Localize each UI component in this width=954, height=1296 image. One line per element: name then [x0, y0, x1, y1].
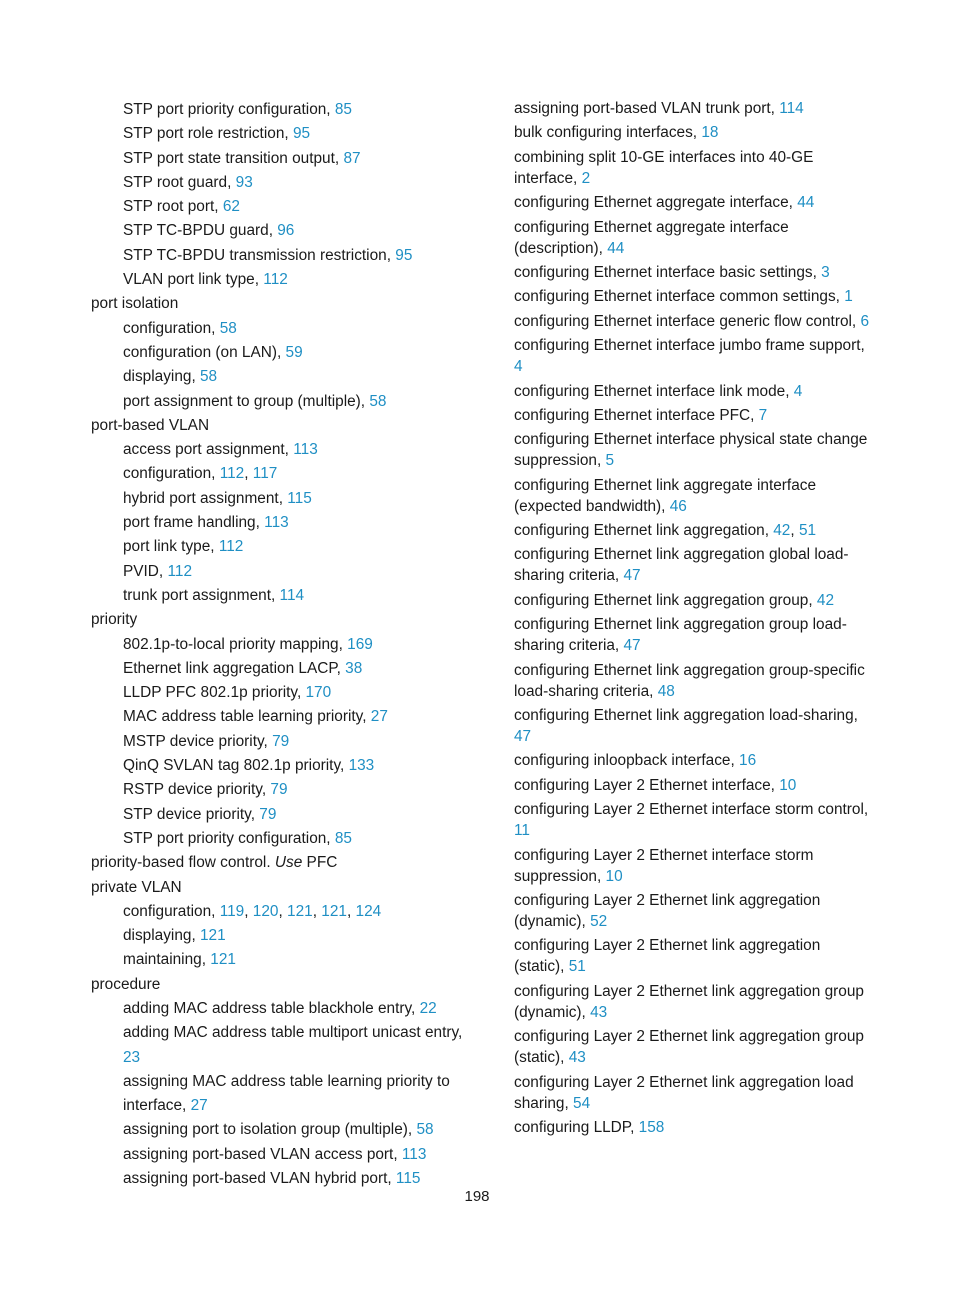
index-entry: [91, 122, 463, 146]
index-heading: [514, 192, 870, 213]
index-term: assigning port-based VLAN trunk port,: [514, 100, 780, 117]
index-entry: [91, 219, 463, 243]
index-term: bulk configuring interfaces,: [514, 124, 702, 142]
index-entry: [91, 511, 463, 535]
page-link[interactable]: 4: [514, 358, 523, 376]
index-entry: [91, 195, 463, 219]
index-term: configuring Layer 2 Ethernet link aggregation load sharing,: [514, 1073, 854, 1112]
index-heading: [91, 608, 463, 632]
page-link[interactable]: 27: [370, 708, 388, 726]
page-link[interactable]: 79: [259, 805, 277, 823]
page-link[interactable]: 5: [605, 452, 615, 470]
index-term: configuring Ethernet link aggregate interface (expected bandwidth),: [514, 476, 817, 515]
index-heading: [514, 1026, 870, 1068]
index-entry: [91, 535, 463, 559]
index-entry: [91, 487, 463, 511]
index-term: VLAN port link type,: [123, 271, 264, 289]
index-entry: [91, 948, 463, 972]
index-term: configuring Ethernet link aggregation load-sharing,: [514, 707, 858, 725]
index-heading: [514, 775, 870, 796]
index-term: configuring Ethernet interface jumbo frame support,: [514, 337, 865, 355]
index-term: STP root guard,: [123, 173, 236, 191]
page-link[interactable]: 112: [167, 562, 193, 580]
index-term: configuring LLDP,: [514, 1118, 639, 1136]
index-entry: [91, 924, 463, 948]
index-term: configuring Layer 2 Ethernet link aggregation (static),: [514, 937, 821, 976]
page-link[interactable]: 112: [263, 271, 288, 289]
index-term: configuring Ethernet link aggregation global load-sharing criteria,: [514, 546, 849, 585]
page-link[interactable]: 170: [305, 684, 332, 702]
index-entry: [91, 1070, 463, 1119]
index-term: priority-based flow control.: [91, 854, 275, 872]
index-term: port assignment to group (multiple),: [123, 392, 370, 410]
index-column-right: [514, 98, 870, 1141]
page-link[interactable]: 112: [219, 465, 245, 483]
index-entry: [91, 827, 463, 851]
page-link[interactable]: 169: [347, 635, 373, 653]
index-entry: [91, 584, 463, 608]
index-entry: [91, 754, 463, 778]
index-heading: [91, 876, 463, 900]
index-term: assigning MAC address table learning priority to interface,: [123, 1072, 450, 1115]
page-link[interactable]: 51: [798, 522, 817, 540]
index-term: STP root port,: [123, 198, 223, 216]
index-term: trunk port assignment,: [123, 586, 280, 604]
index-heading: [514, 799, 870, 841]
index-term: assigning port-based VLAN access port,: [123, 1145, 402, 1163]
page-link[interactable]: 23: [123, 1048, 141, 1066]
page-link[interactable]: 22: [419, 999, 437, 1017]
index-term: port-based VLAN: [91, 416, 210, 434]
page-link[interactable]: 79: [270, 781, 288, 799]
index-term: private VLAN: [91, 878, 182, 896]
index-column-left: [91, 98, 463, 1191]
index-entry: [91, 98, 463, 122]
index-heading: [91, 292, 463, 316]
index-heading: [514, 217, 870, 259]
index-heading: [514, 335, 870, 377]
index-heading: [514, 1072, 870, 1114]
page-link[interactable]: 121: [200, 927, 226, 945]
index-term: configuring Layer 2 Ethernet interface storm suppression,: [514, 846, 814, 885]
index-term: configuring Ethernet interface common settings,: [514, 288, 845, 306]
page-link[interactable]: 114: [279, 586, 305, 604]
page-link[interactable]: 113: [264, 514, 289, 532]
page-link[interactable]: 58: [219, 319, 237, 337]
index-heading: [514, 262, 870, 283]
page-link[interactable]: 3: [821, 263, 830, 281]
page-link[interactable]: 87: [343, 149, 361, 167]
page-link[interactable]: 158: [638, 1118, 665, 1136]
index-entry: [91, 705, 463, 729]
index-entry: [91, 1118, 463, 1142]
index-term: LLDP PFC 802.1p priority,: [123, 684, 306, 702]
page-link[interactable]: 38: [345, 659, 363, 677]
index-term: STP device priority,: [123, 805, 260, 823]
page-link[interactable]: 44: [797, 194, 815, 212]
index-entry: [91, 778, 463, 802]
page-link[interactable]: 95: [395, 246, 413, 264]
page-link[interactable]: 113: [293, 441, 318, 459]
index-term: adding MAC address table multiport unicast entry,: [123, 1024, 463, 1042]
index-term: STP port priority configuration,: [123, 829, 335, 847]
index-heading: [514, 660, 870, 702]
page-link[interactable]: 58: [416, 1121, 434, 1139]
index-heading: [514, 381, 870, 402]
index-heading: [91, 973, 463, 997]
index-term: configuration,: [123, 319, 220, 337]
index-term: configuring Ethernet link aggregation group-specific load-sharing criteria,: [514, 661, 865, 700]
index-entry: [91, 1143, 463, 1167]
index-heading: [514, 705, 870, 747]
page-link[interactable]: 46: [669, 497, 687, 515]
page-link[interactable]: 58: [369, 392, 387, 410]
page-link[interactable]: 52: [590, 912, 608, 930]
index-heading: [514, 544, 870, 586]
index-term: STP TC-BPDU guard,: [123, 222, 278, 240]
index-entry: [91, 560, 463, 584]
index-term: hybrid port assignment,: [123, 489, 288, 507]
index-term: RSTP device priority,: [123, 781, 271, 799]
page-link[interactable]: 119: [219, 902, 245, 920]
index-term: configuring Ethernet interface PFC,: [514, 406, 759, 424]
index-term: access port assignment,: [123, 441, 294, 459]
page-link[interactable]: 2: [581, 169, 591, 187]
index-heading: [514, 286, 870, 307]
index-entry: [91, 730, 463, 754]
index-entry: configuration, 119, 120, 121, 121, 124: [123, 902, 382, 920]
index-term: QinQ SVLAN tag 802.1p priority,: [123, 757, 349, 775]
index-heading: [514, 845, 870, 887]
index-entry: [91, 341, 463, 365]
page-link[interactable]: 117: [252, 465, 278, 483]
index-term: configuration (on LAN),: [123, 343, 286, 361]
page-link[interactable]: 115: [395, 1170, 421, 1188]
page-link[interactable]: 18: [701, 124, 719, 142]
index-heading: [514, 1117, 870, 1138]
index-heading: [514, 614, 870, 656]
page-link[interactable]: 10: [779, 776, 797, 794]
page-link[interactable]: 48: [657, 682, 675, 700]
index-term: PVID,: [123, 562, 168, 580]
page-link[interactable]: 115: [287, 489, 312, 507]
index-term: port frame handling,: [123, 514, 265, 532]
page-link[interactable]: 85: [334, 101, 352, 118]
page-link[interactable]: 47: [514, 728, 532, 746]
index-term: adding MAC address table blackhole entry,: [123, 999, 420, 1017]
index-entry: [91, 681, 463, 705]
page-link[interactable]: 96: [277, 222, 295, 240]
page-link[interactable]: 120: [252, 902, 279, 920]
page-link[interactable]: 6: [860, 312, 870, 330]
page-link[interactable]: 1: [844, 288, 853, 306]
page-link[interactable]: 121: [287, 902, 313, 920]
index-term: configuring Layer 2 Ethernet link aggregation (dynamic),: [514, 891, 821, 930]
index-term: configuring Ethernet interface basic settings,: [514, 263, 822, 281]
page-link[interactable]: 47: [623, 567, 641, 585]
page-link[interactable]: 44: [607, 239, 625, 257]
page-link[interactable]: 113: [401, 1145, 427, 1163]
index-heading: [514, 311, 870, 332]
index-term: configuring Ethernet link aggregation group,: [514, 591, 817, 609]
see-reference-prefix: Use: [274, 854, 303, 872]
index-entry: [91, 438, 463, 462]
index-term: displaying,: [123, 927, 200, 945]
page-link[interactable]: 62: [222, 198, 240, 216]
index-heading: [514, 98, 870, 119]
index-heading: [514, 429, 870, 471]
page-link[interactable]: 114: [779, 100, 804, 117]
index-term: displaying,: [123, 368, 200, 386]
page-link[interactable]: 43: [568, 1049, 586, 1067]
index-term: configuration,: [123, 465, 220, 483]
index-term: configuring Layer 2 Ethernet link aggregation group (dynamic),: [514, 982, 864, 1021]
page-number: 198: [464, 1188, 490, 1205]
index-term: configuring Ethernet interface physical state change suppression,: [514, 431, 868, 470]
page-link[interactable]: 112: [218, 538, 244, 556]
index-term: configuring inloopback interface,: [514, 752, 740, 770]
index-entry: [91, 268, 463, 292]
index-heading: [91, 851, 463, 875]
index-term: configuring Ethernet link aggregation group load-sharing criteria,: [514, 616, 847, 655]
page-link[interactable]: 133: [348, 757, 375, 775]
page-link[interactable]: 27: [190, 1097, 208, 1115]
index-entry: [91, 657, 463, 681]
page-link[interactable]: 59: [285, 343, 303, 361]
page-link[interactable]: 10: [605, 867, 623, 885]
page-link[interactable]: 93: [235, 173, 253, 191]
page-link[interactable]: 85: [334, 829, 352, 847]
index-term: STP port priority configuration,: [123, 101, 335, 118]
index-heading: [514, 475, 870, 517]
index-term: STP TC-BPDU transmission restriction,: [123, 246, 396, 264]
index-term: configuring Ethernet interface generic flow control,: [514, 312, 861, 330]
page-link[interactable]: 124: [355, 902, 382, 920]
index-entry: [91, 244, 463, 268]
page-link[interactable]: 42: [773, 522, 791, 540]
index-term: configuring Ethernet aggregate interface,: [514, 194, 798, 212]
index-term: STP port role restriction,: [123, 125, 293, 143]
index-term: Ethernet link aggregation LACP,: [123, 659, 346, 677]
index-heading: [514, 590, 870, 611]
page-link[interactable]: 42: [816, 591, 835, 609]
index-entry: [91, 317, 463, 341]
index-term: MAC address table learning priority,: [123, 708, 371, 726]
index-term: combining split 10-GE interfaces into 40-GE interface,: [514, 148, 814, 187]
index-entry: [91, 1021, 463, 1070]
page-link[interactable]: 54: [573, 1094, 591, 1112]
page-link[interactable]: 79: [272, 732, 290, 750]
page-link[interactable]: 121: [321, 902, 347, 920]
index-term: configuring Layer 2 Ethernet interface storm control,: [514, 801, 869, 819]
index-term: configuring Ethernet link aggregation,: [514, 522, 774, 540]
index-term: assigning port to isolation group (multiple),: [123, 1121, 417, 1139]
index-entry: [91, 147, 463, 171]
index-term: MSTP device priority,: [123, 732, 273, 750]
index-heading: [514, 890, 870, 932]
index-entry: [91, 365, 463, 389]
page-link[interactable]: 11: [514, 822, 530, 840]
index-term: configuration,: [123, 902, 220, 920]
index-term: port link type,: [123, 538, 219, 556]
page-link[interactable]: 7: [758, 406, 768, 424]
index-term: procedure: [91, 975, 161, 993]
index-entry: configuration, 112, 117: [123, 465, 278, 483]
index-heading: configuring Ethernet link aggregation, 42, 51: [514, 522, 817, 540]
index-heading: [514, 405, 870, 426]
index-term: configuring Layer 2 Ethernet link aggregation group (static),: [514, 1028, 864, 1067]
index-heading: [514, 750, 870, 771]
index-heading: [91, 414, 463, 438]
index-entry: [91, 390, 463, 414]
index-term: assigning port-based VLAN hybrid port,: [123, 1170, 396, 1188]
index-entry: [91, 171, 463, 195]
index-term: configuring Layer 2 Ethernet interface,: [514, 776, 780, 794]
index-entry: [91, 997, 463, 1021]
index-heading: [514, 935, 870, 977]
index-heading: [514, 981, 870, 1023]
index-heading: [514, 122, 870, 143]
index-term: priority: [91, 611, 138, 629]
page-link[interactable]: 121: [210, 951, 236, 969]
page-link[interactable]: 51: [568, 958, 586, 976]
index-entry: [91, 633, 463, 657]
page-link[interactable]: 47: [623, 637, 641, 655]
index-entry: [91, 803, 463, 827]
see-reference-target: PFC: [302, 854, 338, 872]
index-term: configuring Ethernet interface link mode,: [514, 382, 794, 400]
index-term: maintaining,: [123, 951, 211, 969]
index-term: STP port state transition output,: [123, 149, 344, 167]
page-link[interactable]: 43: [590, 1003, 608, 1021]
index-term: configuring Ethernet aggregate interface (description),: [514, 218, 789, 257]
page-link[interactable]: 4: [793, 382, 803, 400]
index-term: port isolation: [91, 295, 179, 313]
page-link[interactable]: 16: [739, 752, 757, 770]
index-heading: [514, 147, 870, 189]
page-link[interactable]: 95: [292, 125, 311, 143]
index-term: 802.1p-to-local priority mapping,: [123, 635, 348, 653]
page-link[interactable]: 58: [200, 368, 218, 386]
